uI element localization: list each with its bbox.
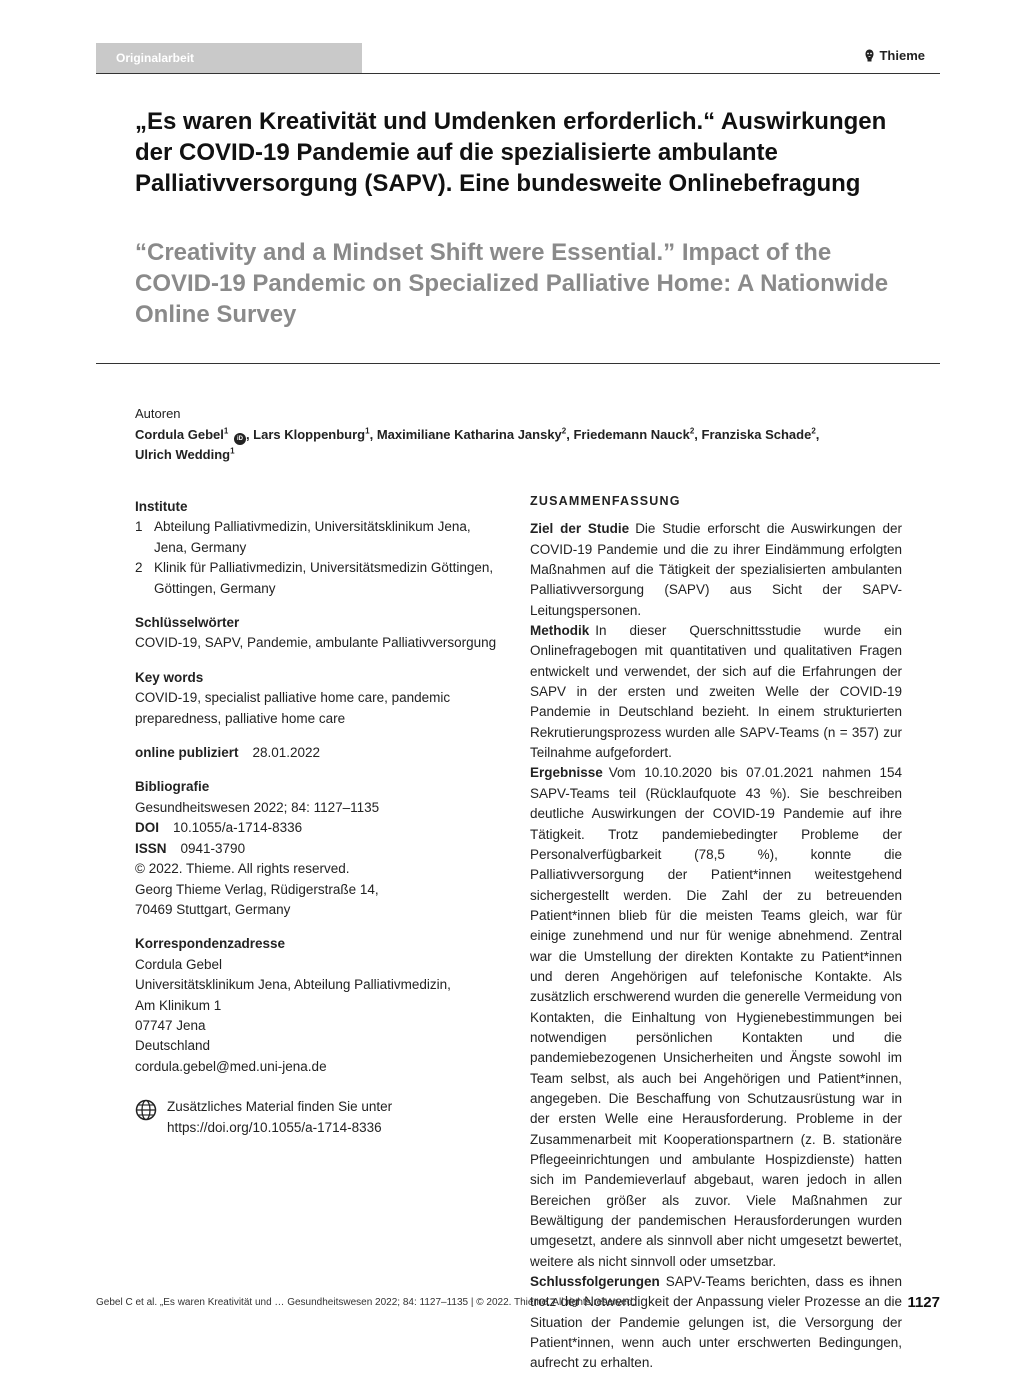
- correspondence-block: [135, 934, 505, 1077]
- doi-row: [135, 818, 505, 838]
- correspondence-line: Universitätsklinikum Jena, Abteilung Palliativmedizin,: [135, 977, 451, 993]
- title-rule: [96, 363, 940, 364]
- publisher-name: Thieme: [879, 48, 925, 63]
- affiliation-mark: 2: [561, 426, 567, 436]
- published-date: 28.01.2022: [252, 745, 321, 761]
- institutes-block: [135, 497, 505, 599]
- abstract-section-aim: [530, 519, 902, 621]
- abstract-section-text: Vom 10.10.2020 bis 07.01.2021 nahmen 154 SAPV-Teams teil (Rücklaufquote 43 %). Sie beschreiben deutliche Auswirkungen der COVID-19 Pandemie auf ihre Tätigkeit. Trotz pandemiebedingter Probleme der Personalverfügbarkeit (78,5 %), konnte die Palliativversorgung der Patient*innen weitestgehend sichergestellt werden. Die Zahl der zu betreuenden Patient*innen blieb für die meisten Teams gleich, war für einige zunehmend und nur für wenige abnehmend. Zentral war die Umstellung der direkten Kontakte zu Patient*innen und deren Angehörigen auf telefonische Kontakte. Als zusätzlich erschwerend wurden die generelle Vermeidung von Kontakten, die Einhaltung von Hygienebestimmungen bei notwendigen persönlichen Kontakten und die pandemiebezogenen Unsicherheiten und Ängste sowohl im Team selbst, als auch bei Angehörigen und Patient*innen, angegeben. Die Beschaffung von Schutzausrüstung war in der ersten Welle eine Herausforderung. Probleme in der Zusammenarbeit mit Kooperationspartnern (z. B. stationäre Pflegeeinrichtungen und ambulante Hospizdienste) hatten sich im Pandemieverlauf abgebaut, waren jedoch in allen Bereichen größer als zuvor. Viele Maßnahmen zur Bewältigung der pandemischen Herausforderungen wurden umgesetzt, andere als sinnvoll aber nicht umgesetzt bewertet, weitere als nicht sinnvoll oder umsetzbar.: [530, 765, 902, 1269]
- affiliation-mark: 1: [223, 426, 229, 436]
- institute-text: Klinik für Palliativmedizin, Universitätsmedizin Göttingen, Göttingen, Germany: [154, 560, 494, 596]
- copyright-line: © 2022. Thieme. All rights reserved.: [135, 861, 350, 877]
- issn-label: ISSN: [135, 840, 167, 856]
- doi-label: DOI: [135, 820, 160, 836]
- keywords-de-label: Schlüsselwörter: [135, 615, 240, 631]
- institute-number: 1: [135, 519, 143, 535]
- institutes-label: Institute: [135, 499, 188, 514]
- abstract-section-label: Schlussfolgerungen: [530, 1274, 660, 1290]
- author-name: Maximiliane Katharina Jansky: [376, 427, 562, 442]
- authors-label: Autoren: [135, 406, 181, 421]
- keywords-de-text: COVID-19, SAPV, Pandemie, ambulante Palliativversorgung: [135, 635, 497, 651]
- keywords-en-block: [135, 668, 505, 729]
- published-block: [135, 743, 505, 763]
- institute-item: [135, 517, 505, 558]
- abstract-heading: ZUSAMMENFASSUNG: [530, 494, 681, 508]
- author-name: Ulrich Wedding: [135, 447, 231, 462]
- abstract-section-label: Ergebnisse: [530, 765, 603, 781]
- supplement-link[interactable]: Zusätzliches Material finden Sie unter https://doi.org/10.1055/a-1714-8336: [167, 1099, 393, 1135]
- footer-citation: Gebel C et al. „Es waren Kreativität und … Gesundheitswesen 2022; 84: 1127–1135 | © 2022. Thieme. All rights reserved.: [96, 1297, 636, 1308]
- supplement-note: [135, 1097, 505, 1138]
- journal-citation: Gesundheitswesen 2022; 84: 1127–1135: [135, 799, 380, 815]
- abstract-section-text: Die Studie erforscht die Auswirkungen der COVID-19 Pandemie und die zu ihrer Eindämmung erfolgten Maßnahmen auf die Tätigkeit der spezialisierten ambulanten Palliativversorgung (SAPV) aus Sicht der SAPV-Leitungspersonen.: [530, 521, 902, 618]
- abstract-section-text: SAPV-Teams berichten, dass es ihnen trotz der Notwendigkeit der Anpassung vieler Prozesse an die Situation der Pandemie gelungen ist, die Versorgung der Patient*innen, wenn auch unter erschwerten Bedingungen, aufrecht zu erhalten.: [530, 1274, 902, 1371]
- keywords-en-text: COVID-19, specialist palliative home care, pandemic preparedness, palliative home care: [135, 690, 451, 726]
- publisher-logo: [864, 48, 925, 63]
- page-number: 1127: [907, 1294, 940, 1311]
- publisher-address: Georg Thieme Verlag, Rüdigerstraße 14,: [135, 881, 379, 897]
- author-name: Lars Kloppenburg: [253, 427, 366, 442]
- section-tag: Originalarbeit: [96, 43, 362, 73]
- correspondence-email[interactable]: cordula.gebel@med.uni-jena.de: [135, 1058, 327, 1074]
- published-label: online publiziert: [135, 745, 239, 761]
- author-name: Franziska Schade: [701, 427, 812, 442]
- abstract-section-results: [530, 763, 902, 1272]
- doi-link[interactable]: 10.1055/a-1714-8336: [173, 820, 303, 836]
- affiliation-mark: 2: [811, 426, 816, 436]
- abstract-section-text: In dieser Querschnittsstudie wurde ein Onlinefragebogen mit quantitativen und qualitativen Fragen entwickelt und verwendet, der sich auf die Erfahrungen der SAPV in der ersten und zweiten Welle der COVID-19 Pandemie in Deutschland bezieht. In einem strukturierten Rekrutierungsprozess wurden alle SAPV-Teams (n = 357) zur Teilnahme aufgefordert.: [530, 623, 902, 761]
- affiliation-mark: 2: [689, 426, 695, 436]
- abstract: [530, 491, 902, 1374]
- institute-number: 2: [135, 560, 143, 576]
- affiliation-mark: 1: [230, 446, 235, 456]
- metadata-column: [135, 497, 505, 1138]
- correspondence-line: Am Klinikum 1: [135, 997, 222, 1013]
- affiliation-mark: 1: [365, 426, 370, 436]
- correspondence-line: 07747 Jena: [135, 1017, 206, 1033]
- issn-value: 0941-3790: [180, 840, 246, 856]
- keywords-en-label: Key words: [135, 669, 204, 685]
- keywords-de-block: [135, 613, 505, 654]
- issn-row: [135, 839, 505, 859]
- institute-text: Abteilung Palliativmedizin, Universitätsklinikum Jena, Jena, Germany: [154, 519, 471, 555]
- bibliography-block: [135, 777, 505, 920]
- correspondence-line: Cordula Gebel: [135, 956, 223, 972]
- institute-item: [135, 558, 505, 599]
- header-rule: [96, 73, 940, 74]
- abstract-section-methods: [530, 621, 902, 763]
- author-list: Cordula Gebel$^1$ iD , Lars Kloppenburg$^1$, Maximiliane Katharina Jansky$^2$, Friedemann Nauck$^2$, Franziska Schade$^2$, Ulrich Wedding$^1$: [135, 426, 820, 462]
- thieme-logo-icon: [864, 49, 875, 62]
- correspondence-label: Korrespondenzadresse: [135, 936, 286, 952]
- correspondence-line: Deutschland: [135, 1038, 211, 1054]
- orcid-icon[interactable]: iD: [234, 433, 246, 445]
- publisher-address: 70469 Stuttgart, Germany: [135, 901, 291, 917]
- globe-icon: [135, 1099, 157, 1121]
- abstract-section-label: Ziel der Studie: [530, 521, 630, 537]
- title-german: „Es waren Kreativität und Umdenken erforderlich.“ Auswirkungen der COVID-19 Pandemie auf die spezialisierte ambulante Palliativversorgung (SAPV). Eine bundesweite Onlinebefragung: [135, 108, 887, 197]
- author-name: Cordula Gebel: [135, 427, 224, 442]
- bibliography-label: Bibliografie: [135, 779, 210, 795]
- abstract-section-label: Methodik: [530, 623, 590, 639]
- author-name: Friedemann Nauck: [573, 427, 690, 442]
- abstract-section-conclusions: [530, 1272, 902, 1374]
- title-english: “Creativity and a Mindset Shift were Essential.” Impact of the COVID-19 Pandemic on Specialized Palliative Home: A Nationwide Online Survey: [135, 239, 889, 328]
